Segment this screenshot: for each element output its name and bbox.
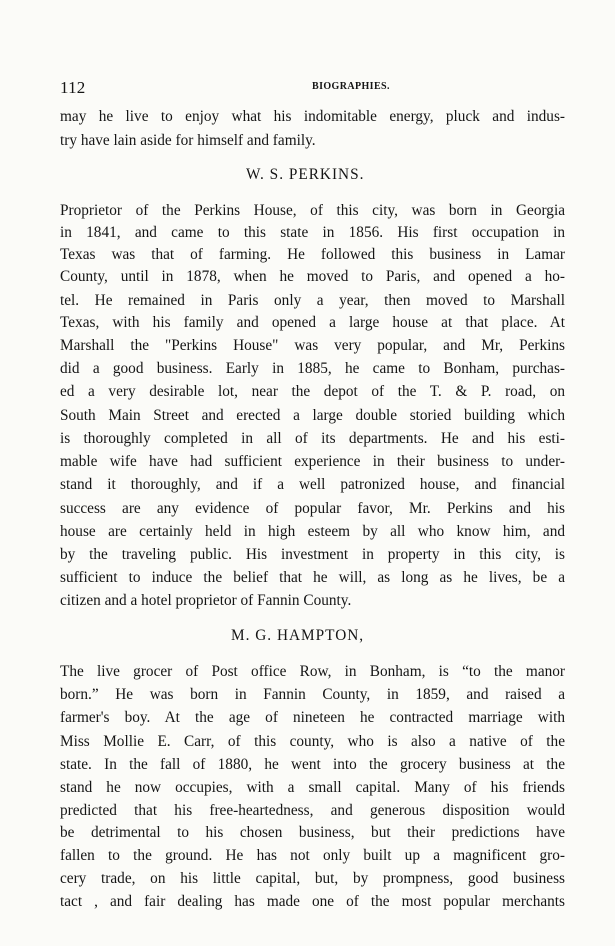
paragraph-line: success are any evidence of popular favor, Mr. Perkins and his	[60, 500, 565, 517]
paragraph-line: in 1841, and came to this state in 1856. His first occupation in	[60, 224, 565, 241]
paragraph-line: house are certainly held in high esteem by all who know him, and	[60, 523, 565, 540]
paragraph-line: The live grocer of Post office Row, in Bonham, is “to the manor	[60, 663, 565, 680]
paragraph-line: did a good business. Early in 1885, he came to Bonham, purchas-	[60, 360, 565, 377]
paragraph-line: stand it thoroughly, and if a well patronized house, and financial	[60, 476, 565, 493]
paragraph-line: stand he now occupies, with a small capital. Many of his friends	[60, 779, 565, 796]
paragraph-line: County, until in 1878, when he moved to Paris, and opened a ho-	[60, 268, 565, 285]
paragraph-line: Marshall the "Perkins House" was very popular, and Mr, Perkins	[60, 337, 565, 354]
paragraph-line: tact , and fair dealing has made one of the most popular merchants	[60, 893, 565, 910]
paragraph-line: ed a very desirable lot, near the depot of the T. & P. road, on	[60, 383, 565, 400]
section-heading: M. G. HAMPTON,	[231, 627, 365, 644]
paragraph-line: be detrimental to his chosen business, but their predictions have	[60, 824, 565, 841]
paragraph-line: farmer's boy. At the age of nineteen he contracted marriage with	[60, 709, 565, 726]
page-number: 112	[60, 78, 86, 97]
paragraph-line: is thoroughly completed in all of its departments. He and his esti-	[60, 430, 565, 447]
paragraph-line: sufficient to induce the belief that he will, as long as he lives, be a	[60, 569, 565, 586]
paragraph-line: citizen and a hotel proprietor of Fannin County.	[60, 592, 352, 609]
paragraph-line: fallen to the ground. He has not only built up a magnificent gro-	[60, 847, 565, 864]
page-header	[60, 78, 565, 102]
paragraph-line: state. In the fall of 1880, he went into the grocery business at the	[60, 756, 565, 773]
paragraph-line: Proprietor of the Perkins House, of this city, was born in Georgia	[60, 202, 565, 219]
paragraph-line: Texas, with his family and opened a large house at that place. At	[60, 314, 565, 331]
paragraph-line: Miss Mollie E. Carr, of this county, who is also a native of the	[60, 733, 565, 750]
paragraph-line: tel. He remained in Paris only a year, then moved to Marshall	[60, 292, 565, 309]
paragraph-line: born.” He was born in Fannin County, in 1859, and raised a	[60, 686, 565, 703]
text-line: may he live to enjoy what his indomitable energy, pluck and indus-	[60, 108, 565, 125]
paragraph-line: mable wife have had sufficient experience in their business to under-	[60, 453, 565, 470]
paragraph-line: South Main Street and erected a large double storied building which	[60, 407, 565, 424]
running-head: BIOGRAPHIES.	[312, 81, 390, 92]
paragraph-line: predicted that his free-heartedness, and generous disposition would	[60, 802, 565, 819]
paragraph-line: Texas was that of farming. He followed this business in Lamar	[60, 246, 565, 263]
paragraph-line: cery trade, on his little capital, but, by prompness, good business	[60, 870, 565, 887]
text-line: try have lain aside for himself and family.	[60, 132, 316, 149]
paragraph-line: by the traveling public. His investment in property in this city, is	[60, 546, 565, 563]
section-heading: W. S. PERKINS.	[246, 166, 365, 183]
